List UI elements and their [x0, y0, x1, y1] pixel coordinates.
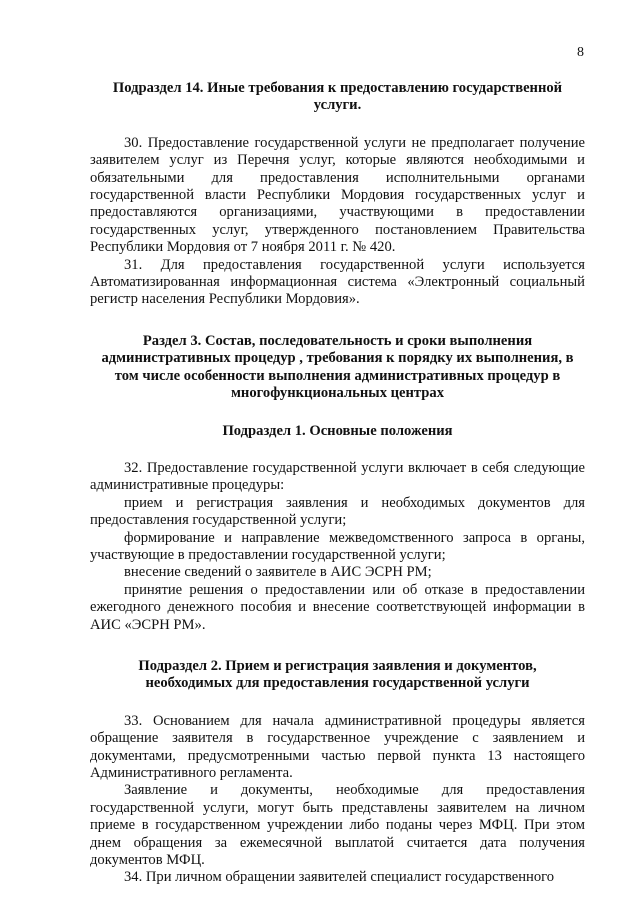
- paragraph-30: 30. Предоставление государственной услуги не предполагает получение заявителем услуг из Перечня услуг, которые являются необходимыми и обязательными для предоставления исполнительными органами государственной власти Республики Мордовия государственных услуг и предоставляются организациями, участвующими в предоставлении государственных услуг, утвержденного постановлением Правительства Республики Мордовия от 7 ноября 2011 г. № 420.: [90, 134, 585, 256]
- paragraph-31: 31. Для предоставления государственной услуги используется Автоматизированная информационная система «Электронный социальный регистр населения Республики Мордовия».: [90, 256, 585, 308]
- subsection-14-heading: [90, 80, 585, 115]
- heading-line: многофункциональных центрах: [230, 385, 444, 402]
- section-3-heading: [90, 333, 585, 403]
- heading-line: Подраздел 1. Основные положения: [222, 422, 453, 439]
- subsection-2-heading: [90, 658, 585, 693]
- procedure-item: прием и регистрация заявления и необходимых документов для предоставления государственной услуги;: [90, 494, 585, 529]
- procedure-item: внесение сведений о заявителе в АИС ЭСРН РМ;: [124, 564, 432, 581]
- procedure-item: формирование и направление межведомственного запроса в органы, участвующие в предоставлении государственной услуги;: [90, 529, 585, 563]
- paragraph-33: 33. Основанием для начала административной процедуры является обращение заявителя в государственное учреждение с заявлением и документами, предусмотренными частью первой пункта 13 настоящего Административного регламента.: [90, 712, 585, 781]
- document-body: [90, 80, 585, 887]
- paragraph-34: 34. При личном обращении заявителей специалист государственного: [124, 869, 555, 886]
- heading-line: том числе особенности выполнения административных процедур в: [114, 367, 561, 384]
- paragraph-32: 32. Предоставление государственной услуги включает в себя следующие административные процедуры:: [90, 459, 585, 494]
- paragraph-33-continued: Заявление и документы, необходимые для предоставления государственной услуги, могут быть представлены заявителем на личном приеме в государственном учреждении либо поданы через МФЦ. При этом днем обращения за ежемесячной выплатой считается дата получения документов МФЦ.: [90, 782, 585, 869]
- subsection-1-heading: [90, 423, 585, 440]
- heading-line: Подраздел 14. Иные требования к предоставлению государственной: [112, 80, 563, 96]
- heading-line: Раздел 3. Состав, последовательность и сроки выполнения: [142, 332, 533, 349]
- heading-line: необходимых для предоставления государственной услуги: [145, 675, 530, 692]
- heading-line: услуги.: [313, 97, 362, 114]
- heading-line: Подраздел 2. Прием и регистрация заявления и документов,: [138, 657, 537, 674]
- page-number: 8: [577, 45, 584, 60]
- heading-line: административных процедур , требования к порядку их выполнения, в: [101, 350, 574, 367]
- procedure-item: принятие решения о предоставлении или об отказе в предоставлении ежегодного денежного пособия и внесение соответствующей информации в АИС «ЭСРН РМ».: [90, 581, 585, 633]
